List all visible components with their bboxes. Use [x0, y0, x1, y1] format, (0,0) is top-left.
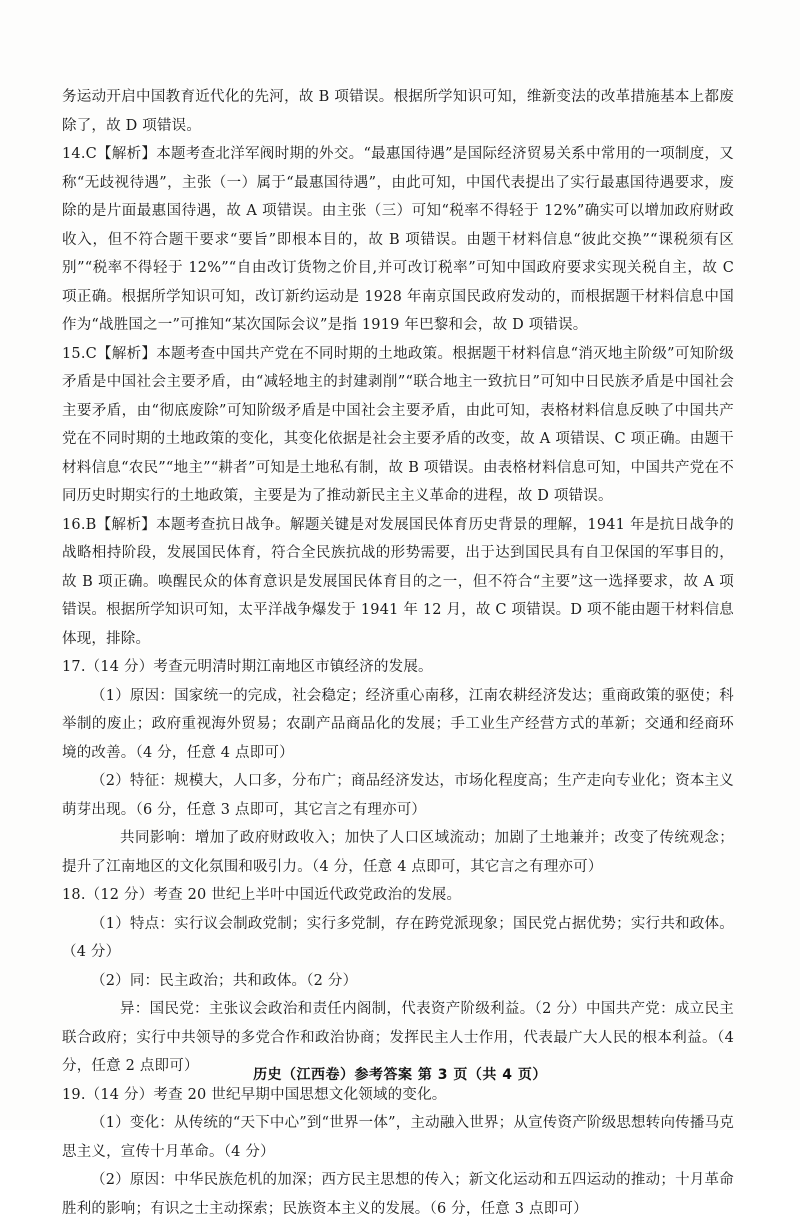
answer-17-part-2: （2）特征：规模大，人口多，分布广；商品经济发达，市场化程度高；生产走向专业化；资本主义萌芽出现。（6 分，任意 3 点即可，其它言之有理亦可）	[62, 773, 734, 818]
answer-15: 15.C【解析】本题考查中国共产党在不同时期的土地政策。根据题干材料信息“消灭地主阶级”可知阶级矛盾是中国社会主要矛盾，由“减轻地主的封建剥削”“联合地主一致抗日”可知中日民族矛盾是中国社会主要矛盾，由“彻底废除”可知阶级矛盾是中国社会主要矛盾，由此可知，表格材料信息反映了中国共产党在不同时期的土地政策的变化，其变化依据是社会主要矛盾的改变，故 A 项错误、C 项正确。由题干材料信息“农民”“地主”“耕者”可知是土地私有制，故 B 项错误。由表格材料信息可知，中国共产党在不同历史时期实行的土地政策，主要是为了推动新民主主义革命的进程，故 D 项错误。	[62, 345, 734, 504]
page-footer: 历史（江西卷）参考答案 第 3 页（共 4 页）	[253, 1067, 547, 1083]
question-19-heading: 19.（14 分）考查 20 世纪早期中国思想文化领域的变化。	[62, 1086, 447, 1103]
answer-key-body	[62, 83, 734, 1223]
answer-16: 16.B【解析】本题考查抗日战争。解题关键是对发展国民体育历史背景的理解，1941 年是抗日战争的战略相持阶段，发展国民体育，符合全民族抗战的形势需要，出于达到国民具有自卫保国的军事目的，故 B 项正确。唤醒民众的体育意识是发展国民体育目的之一，但不符合“主要”这一选择要求，故 A 项错误。根据所学知识可知，太平洋战争爆发于 1941 年 12 月，故 C 项错误。D 项不能由题干材料信息体现，排除。	[62, 516, 734, 647]
answer-19-part-2: （2）原因：中华民族危机的加深；西方民主思想的传入；新文化运动和五四运动的推动；十月革命胜利的影响；有识之士主动探索；民族资本主义的发展。（6 分，任意 3 点即可）	[62, 1172, 734, 1217]
answer-18-part-1: （1）特点：实行议会制政党制；实行多党制，存在跨党派现象；国民党占据优势；实行共和政体。（4 分）	[62, 915, 734, 960]
answer-14: 14.C【解析】本题考查北洋军阀时期的外交。“最惠国待遇”是国际经济贸易关系中常用的一项制度，又称“无歧视待遇”，主张（一）属于“最惠国待遇”，由此可知，中国代表提出了实行最惠国待遇要求，废除的是片面最惠国待遇，故 A 项错误。由主张（三）可知“税率不得轻于 12%”确实可以增加政府财政收入，但不符合题干要求“要旨”即根本目的，故 B 项错误。由题干材料信息“彼此交换”“课税须有区别”“税率不得轻于 12%”“自由改订货物之价目,并可改订税率”可知中国政府要求实现关税自主，故 C 项正确。根据所学知识可知，改订新约运动是 1928 年南京国民政府发动的，而根据题干材料信息中国作为“战胜国之一”可推知“某次国际会议”是指 1919 年巴黎和会，故 D 项错误。	[62, 146, 734, 333]
answer-19-part-1: （1）变化：从传统的“天下中心”到“世界一体”，主动融入世界；从宣传资产阶级思想转向传播马克思主义，宣传十月革命。（4 分）	[62, 1115, 734, 1160]
answer-17-part-1: （1）原因：国家统一的完成，社会稳定；经济重心南移，江南农耕经济发达；重商政策的驱使；科举制的废止；政府重视海外贸易；农副产品商品化的发展；手工业生产经营方式的革新；交通和经商环境的改善。（4 分，任意 4 点即可）	[62, 687, 734, 761]
question-18-heading: 18.（12 分）考查 20 世纪上半叶中国近代政党政治的发展。	[62, 887, 462, 903]
answer-18-part-2-same: （2）同：民主政治；共和政体。（2 分）	[91, 972, 358, 989]
question-17-heading: 17.（14 分）考查元明清时期江南地区市镇经济的发展。	[62, 659, 433, 675]
answer-18-part-2-different: 异：国民党：主张议会政治和责任内阁制，代表资产阶级利益。（2 分）中国共产党：成立民主联合政府；实行中共领导的多党合作和政治协商；发挥民主人士作用，代表最广大人民的根本利益。（4 分，任意 2 点即可）	[62, 1001, 734, 1074]
paragraph-continuation-13: 务运动开启中国教育近代化的先河，故 B 项错误。根据所学知识可知，维新变法的改革措施基本上都废除了，故 D 项错误。	[62, 89, 734, 134]
answer-17-common-impact: 共同影响：增加了政府财政收入；加快了人口区域流动；加剧了土地兼并；改变了传统观念；提升了江南地区的文化氛围和吸引力。（4 分，任意 4 点即可，其它言之有理亦可）	[62, 830, 734, 875]
